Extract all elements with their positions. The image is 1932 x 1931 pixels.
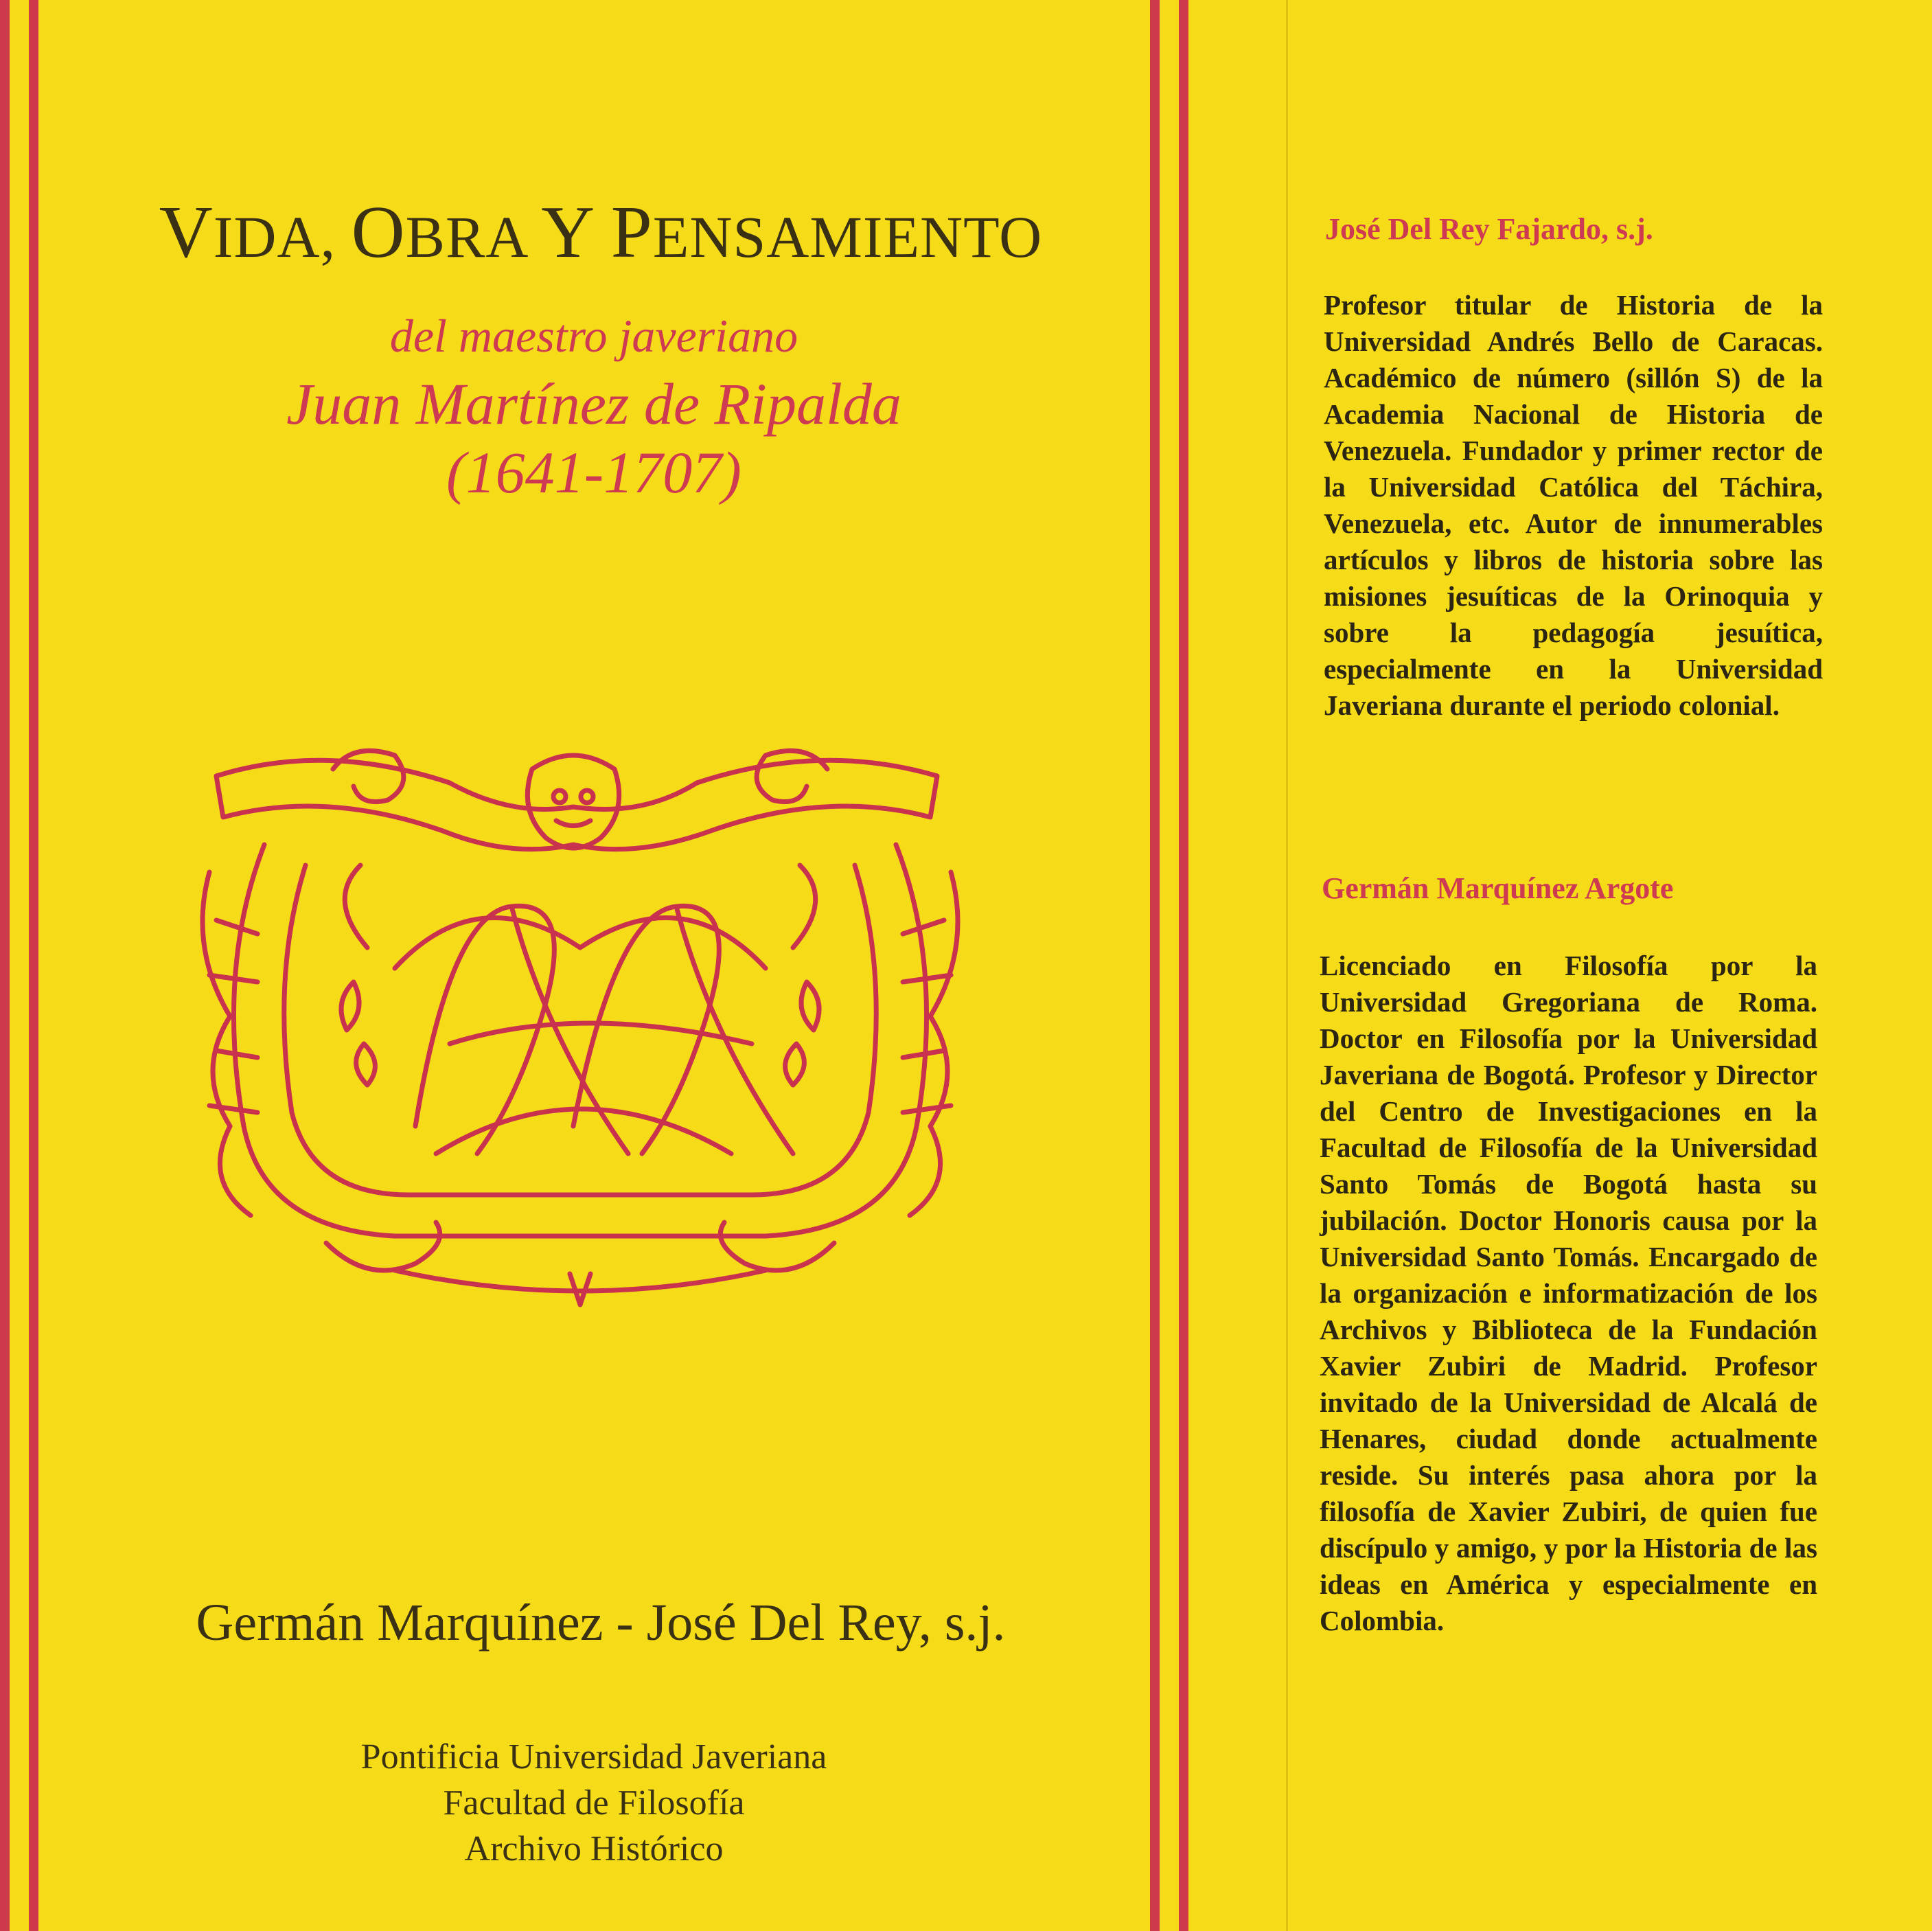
publisher-line: Pontificia Universidad Javeriana [360, 1737, 827, 1776]
cover-subject-name: Juan Martínez de Ripalda [286, 371, 901, 437]
publisher-line: Archivo Histórico [464, 1829, 724, 1869]
title-word: OBRA [351, 192, 542, 273]
right-stripe-outer [1150, 0, 1160, 1931]
flap-author2-name: Germán Marquínez Argote [1322, 871, 1674, 905]
title-word: PENSAMIENTO [610, 192, 1043, 273]
title-word: Y [541, 192, 596, 273]
left-stripe-inner [29, 0, 38, 1931]
flap-author1-name: José Del Rey Fajardo, s.j. [1325, 212, 1653, 246]
title-word: VIDA, [159, 192, 352, 273]
flap-fold-line [1286, 0, 1288, 1931]
flap-author1-bio: Profesor titular de Historia de la Universidad Andrés Bello de Caracas. Académico de número (sillón S) de la Academia Nacional de Historia de Venezuela. Fundador y primer rector de la Universidad Católica del Táchira, Venezuela, etc. Autor de innumerables artículos y libros de historia sobre las misiones jesuíticas de la Orinoquia y sobre la pedagogía jesuítica, especialmente en la Universidad Javeriana durante el periodo colonial. [1324, 289, 1823, 721]
cover-authors: Germán Marquínez - José Del Rey, s.j. [196, 1594, 1006, 1652]
cover-publisher [206, 1734, 982, 1872]
cover-subject-dates: (1641-1707) [446, 439, 741, 505]
cover-subtitle: del maestro javeriano [389, 310, 798, 362]
left-stripe-outer [0, 0, 10, 1931]
right-stripe-inner [1179, 0, 1188, 1931]
publisher-line: Facultad de Filosofía [443, 1783, 745, 1823]
cover-title [103, 192, 1099, 273]
flap-author2-bio: Licenciado en Filosofía por la Universidad Gregoriana de Roma. Doctor en Filosofía por la Universidad Javeriana de Bogotá. Profesor y Director del Centro de Investigaciones en la Facultad de Filosofía de la Universidad Santo Tomás de Bogotá hasta su jubilación. Doctor Honoris causa por la Universidad Santo Tomás. Encargado de la organización e informatización de los Archivos y Biblioteca de la Fundación Xavier Zubiri de Madrid. Profesor invitado de la Universidad de Alcalá de Henares, ciudad donde actualmente reside. Su interés pasa ahora por la filosofía de Xavier Zubiri, de quien fue discípulo y amigo, y por la Historia de las ideas en América y especialmente en Colombia. [1320, 950, 1817, 1636]
ornamental-emblem-icon [189, 742, 971, 1312]
